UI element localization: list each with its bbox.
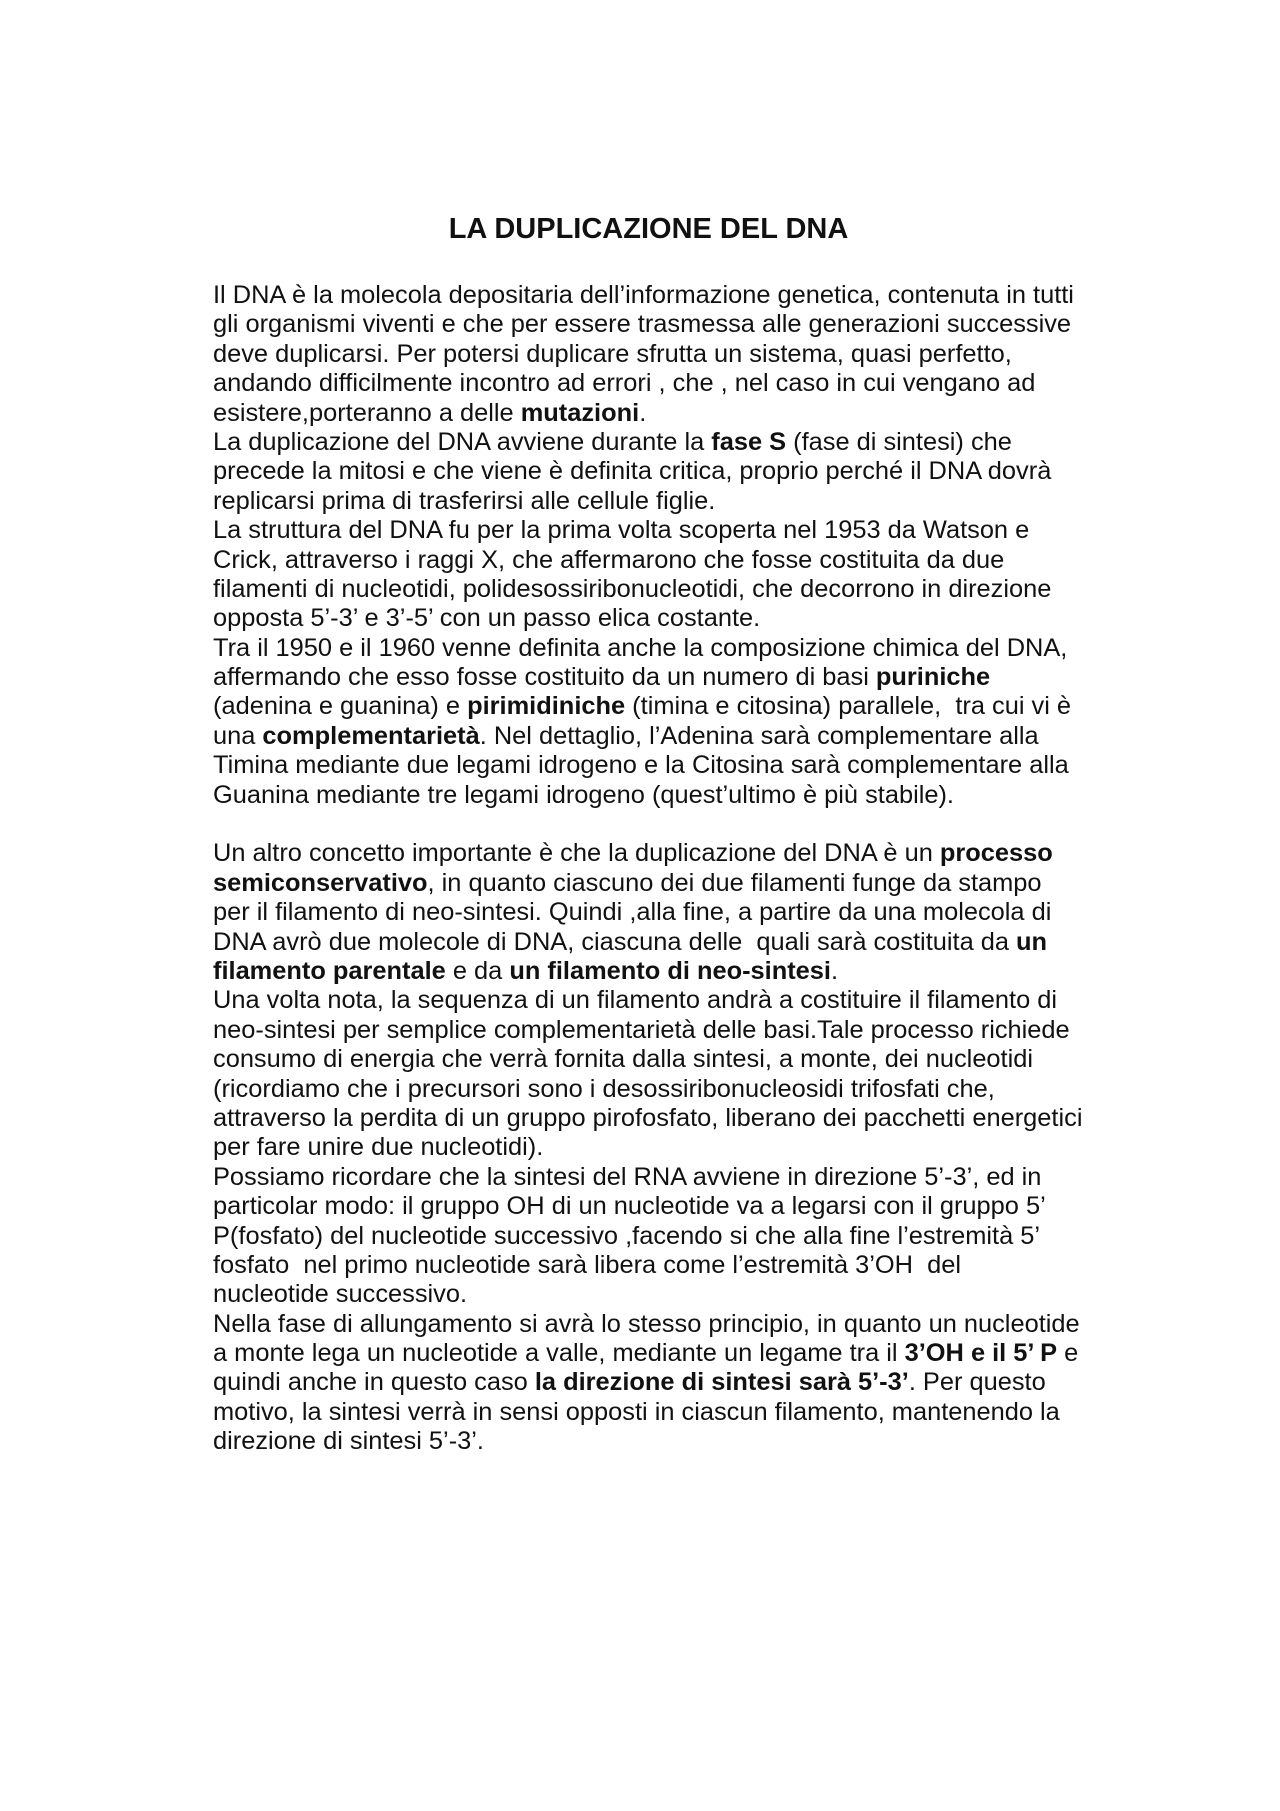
text-run: esistere,porteranno a delle xyxy=(213,398,521,427)
text-run: deve duplicarsi. Per potersi duplicare sfrutta un sistema, quasi perfetto, xyxy=(213,339,1012,368)
bold-text: un xyxy=(1016,927,1048,956)
text-line xyxy=(213,692,1084,721)
paragraph xyxy=(213,1163,1084,1310)
paragraph xyxy=(213,281,1084,428)
bold-text: la direzione di sintesi sarà 5’-3’ xyxy=(534,1368,909,1397)
text-run: Timina mediante due legami idrogeno e la Citosina sarà complementare alla xyxy=(213,751,1069,780)
text-line xyxy=(213,487,1084,516)
bold-text: mutazioni xyxy=(520,398,640,427)
text-line xyxy=(213,839,1084,868)
text-run: . Nel dettaglio, l’Adenina sarà complementare alla xyxy=(479,721,1039,750)
text-line xyxy=(213,1280,1084,1309)
text-line xyxy=(213,957,1084,986)
bold-text: 3’OH e il 5’ P xyxy=(904,1339,1058,1368)
text-run: (ricordiamo che i precursori sono i desossiribonucleosidi trifosfati che, xyxy=(213,1074,995,1103)
paragraph xyxy=(213,839,1084,986)
paragraph xyxy=(213,986,1084,1162)
text-line xyxy=(213,428,1084,457)
text-run: per il filamento di neo-sintesi. Quindi ,alla fine, a partire da una molecola di xyxy=(213,898,1052,927)
document-body xyxy=(213,281,1084,1457)
section xyxy=(213,839,1084,1456)
text-line xyxy=(213,604,1084,633)
text-run: Tra il 1950 e il 1960 venne definita anche la composizione chimica del DNA, xyxy=(213,633,1068,662)
text-line xyxy=(213,781,1084,810)
text-run: gli organismi viventi e che per essere trasmessa alle generazioni successive xyxy=(213,310,1072,339)
text-line xyxy=(213,751,1084,780)
section xyxy=(213,281,1084,810)
text-line xyxy=(213,898,1084,927)
text-line xyxy=(213,634,1084,663)
paragraph xyxy=(213,516,1084,634)
bold-text: pirimidiniche xyxy=(467,692,626,721)
text-run: DNA avrò due molecole di DNA, ciascuna delle quali sarà costituita da xyxy=(213,927,1017,956)
text-line xyxy=(213,1427,1084,1456)
text-run: quindi anche in questo caso xyxy=(213,1368,535,1397)
text-run: e xyxy=(1057,1339,1079,1368)
text-line xyxy=(213,1251,1084,1280)
text-run: una xyxy=(213,721,263,750)
text-run: fosfato nel primo nucleotide sarà libera come l’estremità 3’OH del xyxy=(213,1250,961,1279)
text-run: Il DNA è la molecola depositaria dell’informazione genetica, contenuta in tutti xyxy=(213,281,1074,309)
bold-text: puriniche xyxy=(875,663,991,692)
text-run: direzione di sintesi 5’-3’. xyxy=(213,1427,484,1456)
text-run: Nella fase di allungamento si avrà lo stesso principio, in quanto un nucleotide xyxy=(213,1309,1080,1338)
text-line xyxy=(213,546,1084,575)
text-run: . xyxy=(830,956,839,985)
text-line xyxy=(213,1339,1084,1368)
text-line xyxy=(213,516,1084,545)
text-run: attraverso la perdita di un gruppo pirofosfato, liberano dei pacchetti energetici xyxy=(213,1103,1083,1132)
text-line xyxy=(213,1075,1084,1104)
text-line xyxy=(213,663,1084,692)
text-line xyxy=(213,1222,1084,1251)
text-line xyxy=(213,1133,1084,1162)
bold-text: processo xyxy=(939,839,1053,868)
text-run: Guanina mediante tre legami idrogeno (quest’ultimo è più stabile). xyxy=(213,780,954,809)
text-run: consumo di energia che verrà fornita dalla sintesi, a monte, dei nucleotidi xyxy=(213,1045,1034,1074)
page-title: LA DUPLICAZIONE DEL DNA xyxy=(448,213,849,245)
text-line xyxy=(213,369,1084,398)
text-line xyxy=(213,399,1084,428)
text-line xyxy=(213,1310,1084,1339)
text-line xyxy=(213,986,1084,1015)
text-run: Possiamo ricordare che la sintesi del RNA avviene in direzione 5’-3’, ed in xyxy=(213,1162,1042,1191)
text-line xyxy=(213,722,1084,751)
text-line xyxy=(213,281,1084,310)
text-run: (fase di sintesi) che xyxy=(786,427,1012,456)
text-run: a monte lega un nucleotide a valle, mediante un legame tra il xyxy=(213,1339,905,1368)
text-line xyxy=(213,1045,1084,1074)
text-line xyxy=(213,457,1084,486)
paragraph xyxy=(213,634,1084,810)
text-line xyxy=(213,1192,1084,1221)
text-run: Una volta nota, la sequenza di un filamento andrà a costituire il filamento di xyxy=(213,986,1058,1015)
text-run: andando difficilmente incontro ad errori , che , nel caso in cui vengano ad xyxy=(213,369,1036,398)
bold-text: complementarietà xyxy=(262,721,480,750)
text-line xyxy=(213,575,1084,604)
bold-text: un filamento di neo-sintesi xyxy=(509,956,831,985)
text-run: replicarsi prima di trasferirsi alle cellule figlie. xyxy=(213,486,716,515)
text-run: . xyxy=(639,398,647,427)
text-line xyxy=(213,1163,1084,1192)
text-run: P(fosfato) del nucleotide successivo ,facendo si che alla fine l’estremità 5’ xyxy=(213,1221,1041,1250)
text-line xyxy=(213,310,1084,339)
text-line xyxy=(213,340,1084,369)
text-run: motivo, la sintesi verrà in sensi opposti in ciascun filamento, mantenendo la xyxy=(213,1397,1060,1426)
bold-text: semiconservativo xyxy=(213,868,428,897)
text-run: (timina e citosina) parallele, tra cui vi è xyxy=(625,692,1072,721)
text-run: affermando che esso fosse costituito da un numero di basi xyxy=(213,663,876,692)
text-run: precede la mitosi e che viene è definita critica, proprio perché il DNA dovrà xyxy=(213,457,1052,486)
bold-text: fase S xyxy=(711,427,787,456)
text-run: La duplicazione del DNA avviene durante la xyxy=(213,427,712,456)
text-run: particolar modo: il gruppo OH di un nucleotide va a legarsi con il gruppo 5’ xyxy=(213,1192,1046,1221)
text-line xyxy=(213,1104,1084,1133)
text-line xyxy=(213,1016,1084,1045)
text-line xyxy=(213,928,1084,957)
text-run: filamenti di nucleotidi, polidesossiribonucleotidi, che decorrono in direzione xyxy=(213,574,1052,603)
text-run: . Per questo xyxy=(908,1368,1046,1397)
paragraph xyxy=(213,428,1084,516)
text-run: Crick, attraverso i raggi X, che affermarono che fosse costituita da due xyxy=(213,545,1005,574)
paragraph xyxy=(213,1310,1084,1457)
text-run: per fare unire due nucleotidi). xyxy=(213,1133,544,1162)
text-run: neo-sintesi per semplice complementarietà delle basi.Tale processo richiede xyxy=(213,1015,1070,1044)
text-run: , in quanto ciascuno dei due filamenti funge da stampo xyxy=(427,868,1042,897)
text-run: nucleotide successivo. xyxy=(213,1280,468,1309)
text-run: (adenina e guanina) e xyxy=(213,692,468,721)
text-run: e da xyxy=(445,956,510,985)
text-line xyxy=(213,1368,1084,1397)
text-line xyxy=(213,869,1084,898)
bold-text: filamento parentale xyxy=(213,956,446,985)
text-run: Un altro concetto importante è che la duplicazione del DNA è un xyxy=(213,839,940,868)
text-run: opposta 5’-3’ e 3’-5’ con un passo elica costante. xyxy=(213,604,761,633)
text-run: La struttura del DNA fu per la prima volta scoperta nel 1953 da Watson e xyxy=(213,516,1030,545)
text-line xyxy=(213,1398,1084,1427)
